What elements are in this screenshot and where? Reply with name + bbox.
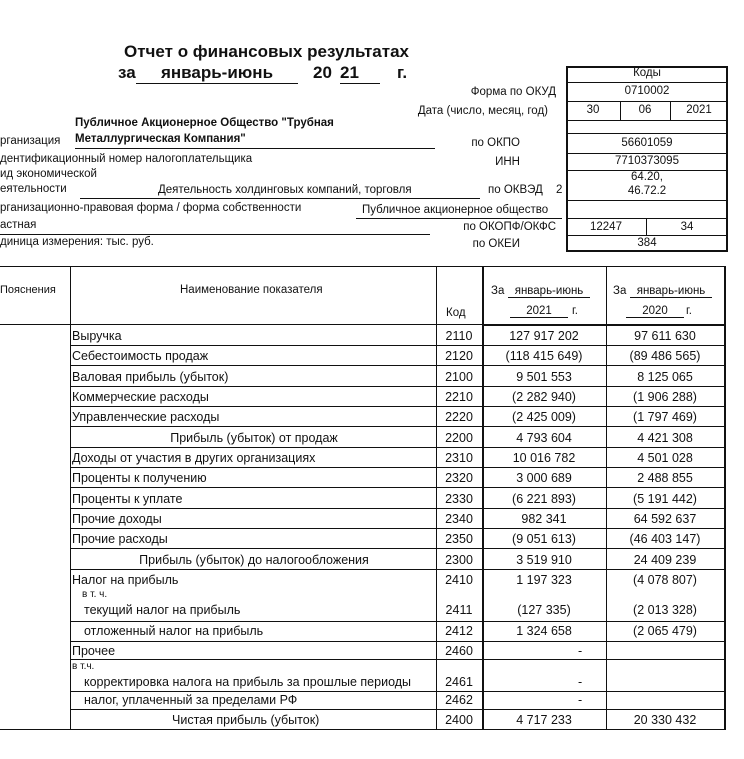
row-value-previous: (2 065 479): [633, 624, 697, 638]
year-prefix: 20: [313, 63, 332, 82]
col-notes-header: Пояснения: [0, 284, 56, 296]
okopf-label: по ОКОПФ/ОКФС: [463, 221, 556, 233]
period-prefix: за: [118, 63, 136, 82]
row-value-current: -: [578, 644, 583, 658]
row-code: 2100: [445, 370, 473, 384]
row-name: Выручка: [72, 329, 122, 343]
col-code-header: Код: [446, 307, 466, 319]
row-name: Валовая прибыль (убыток): [72, 370, 229, 384]
row-value-current: (118 415 649): [505, 349, 583, 363]
row-code: 2300: [445, 553, 473, 567]
col-p1-unit: г.: [572, 305, 578, 317]
row-name: в т.ч.: [72, 661, 95, 672]
date-day: 30: [586, 104, 600, 116]
row-value-current: (6 221 893): [512, 492, 576, 506]
row-value-previous: (1 906 288): [633, 390, 697, 404]
row-name: Коммерческие расходы: [72, 390, 209, 404]
row-name: в т. ч.: [82, 589, 108, 600]
row-code: 2412: [445, 624, 473, 638]
row-value-current: 4 717 233: [516, 713, 572, 727]
row-value-previous: (46 403 147): [629, 532, 701, 546]
row-value-current: (9 051 613): [512, 532, 576, 546]
row-value-current: -: [578, 675, 583, 689]
row-name: Управленческие расходы: [72, 410, 220, 424]
activity-label-1: ид экономической: [0, 168, 97, 180]
row-value-current: 10 016 782: [512, 451, 576, 465]
row-value-current: (2 282 940): [512, 390, 576, 404]
col-p2-unit: г.: [686, 305, 692, 317]
row-value-previous: 64 592 637: [633, 512, 697, 526]
col-p2-year: 2020: [626, 305, 684, 318]
row-code: 2410: [445, 573, 473, 587]
row-code: 2220: [445, 410, 473, 424]
col-p2-prefix: За: [613, 285, 627, 297]
row-code: 2340: [445, 512, 473, 526]
form-label: рганизационно-правовая форма / форма собственности: [0, 202, 302, 214]
row-code: 2310: [445, 451, 473, 465]
row-name: Прибыль (убыток) до налогообложения: [139, 553, 369, 567]
row-value-previous: (1 797 469): [633, 410, 697, 424]
row-name: Доходы от участия в других организациях: [72, 451, 316, 465]
row-name: текущий налог на прибыль: [84, 603, 241, 617]
year-unit: г.: [397, 63, 408, 82]
row-value-current: (2 425 009): [512, 410, 576, 424]
col-p1-period: январь-июнь: [508, 285, 590, 298]
row-name: Налог на прибыль: [72, 573, 179, 587]
row-name: налог, уплаченный за пределами РФ: [84, 693, 298, 707]
row-value-previous: (5 191 442): [633, 492, 697, 506]
row-value-previous: 2 488 855: [637, 471, 693, 485]
row-name: Прочие расходы: [72, 532, 168, 546]
activity-value: Деятельность холдинговых компаний, торговля: [158, 184, 412, 196]
form-label-2: астная: [0, 219, 37, 231]
row-value-current: (127 335): [517, 603, 571, 617]
year-suffix: 21: [340, 63, 380, 84]
row-value-previous: 24 409 239: [633, 553, 697, 567]
row-code: 2120: [445, 349, 473, 363]
row-value-current: 3 000 689: [516, 471, 572, 485]
col-p1-prefix: За: [491, 285, 505, 297]
org-name-line2: Металлургическая Компания": [75, 133, 246, 145]
row-value-previous: (2 013 328): [633, 603, 697, 617]
row-value-current: 4 793 604: [516, 431, 572, 445]
row-name: корректировка налога на прибыль за прошлые периоды: [84, 675, 412, 689]
okei-label: по ОКЕИ: [472, 238, 520, 250]
okud-label: Форма по ОКУД: [470, 86, 556, 98]
row-name: Прочее: [72, 644, 116, 658]
org-name-line1: Публичное Акционерное Общество "Трубная: [75, 117, 334, 129]
okved-value-1: 64.20,: [631, 171, 663, 183]
period-value: январь-июнь: [136, 63, 298, 84]
form-value: Публичное акционерное общество: [362, 204, 549, 216]
row-code: 2400: [445, 713, 473, 727]
row-name: Прибыль (убыток) от продаж: [170, 431, 338, 445]
date-month: 06: [638, 104, 652, 116]
codes-header: Коды: [633, 67, 661, 79]
row-name: Проценты к получению: [72, 471, 207, 485]
row-code: 2110: [445, 329, 473, 343]
date-label: Дата (число, месяц, год): [417, 105, 548, 117]
row-code: 2200: [445, 431, 473, 445]
row-code: 2320: [445, 471, 473, 485]
row-code: 2462: [445, 693, 473, 707]
row-value-previous: 4 501 028: [637, 451, 693, 465]
okpo-value: 56601059: [621, 137, 673, 149]
col-p2-period: январь-июнь: [630, 285, 712, 298]
row-name: Чистая прибыль (убыток): [172, 713, 320, 727]
row-value-current: 1 324 658: [516, 624, 572, 638]
row-code: 2330: [445, 492, 473, 506]
row-code: 2350: [445, 532, 473, 546]
row-value-current: 127 917 202: [509, 329, 579, 343]
okei-value: 384: [637, 237, 657, 249]
row-value-previous: (4 078 807): [633, 573, 697, 587]
date-year: 2021: [686, 104, 712, 116]
okved-suffix: 2: [556, 184, 563, 196]
row-name: Проценты к уплате: [72, 492, 183, 506]
okved-label: по ОКВЭД: [488, 184, 543, 196]
unit-label: диница измерения: тыс. руб.: [0, 236, 154, 248]
row-value-previous: 97 611 630: [634, 329, 696, 343]
row-code: 2461: [445, 675, 473, 689]
okved-value-2: 46.72.2: [627, 185, 667, 197]
okopf-value: 12247: [590, 221, 622, 233]
activity-label-2: еятельности: [0, 183, 67, 195]
row-code: 2460: [445, 644, 473, 658]
row-code: 2411: [445, 603, 473, 617]
row-value-current: 982 341: [521, 512, 567, 526]
row-name: Себестоимость продаж: [72, 349, 209, 363]
org-label: рганизация: [0, 135, 61, 147]
row-name: Прочие доходы: [72, 512, 162, 526]
okud-value: 0710002: [624, 85, 670, 97]
row-value-current: 3 519 910: [516, 553, 572, 567]
row-code: 2210: [445, 390, 473, 404]
okfs-value: 34: [680, 221, 694, 233]
row-value-previous: (89 486 565): [629, 349, 701, 363]
row-name: отложенный налог на прибыль: [84, 624, 264, 638]
inn-value: 7710373095: [615, 155, 679, 167]
page-title: Отчет о финансовых результатах: [124, 42, 409, 61]
row-value-previous: 20 330 432: [633, 713, 697, 727]
row-value-current: -: [578, 693, 583, 707]
inn-label: ИНН: [495, 156, 520, 168]
okpo-label: по ОКПО: [471, 137, 520, 149]
row-value-current: 1 197 323: [516, 573, 572, 587]
col-name-header: Наименование показателя: [180, 284, 323, 296]
row-value-current: 9 501 553: [516, 370, 572, 384]
col-p1-year: 2021: [510, 305, 568, 318]
row-value-previous: 4 421 308: [637, 431, 693, 445]
inn-row-label: дентификационный номер налогоплательщика: [0, 153, 253, 165]
row-value-previous: 8 125 065: [637, 370, 693, 384]
